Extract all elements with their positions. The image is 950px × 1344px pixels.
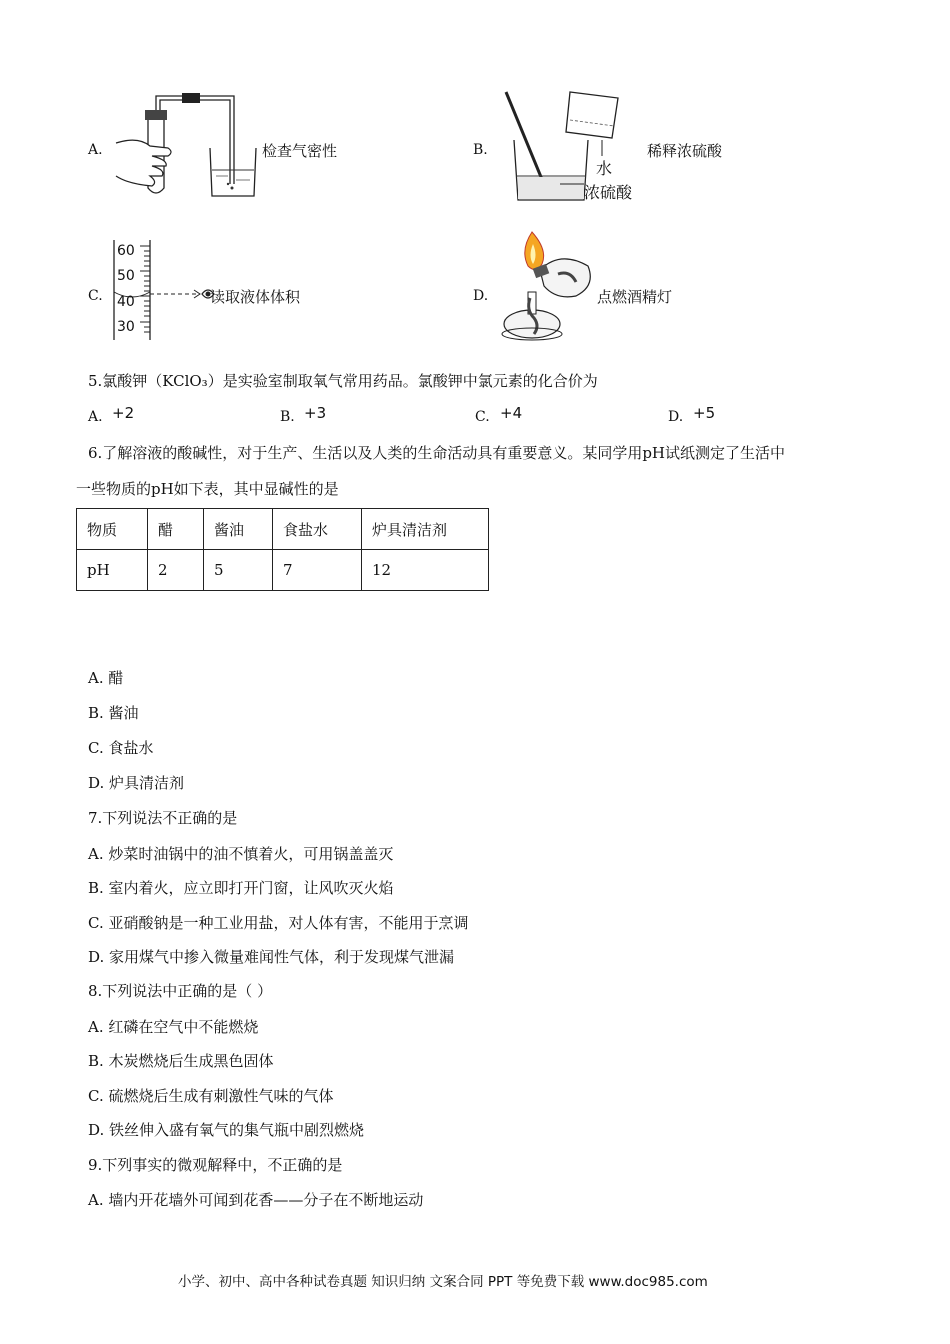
ph-table-cell: pH: [77, 550, 148, 591]
figure-a-letter: A.: [88, 142, 103, 158]
water-label: 水: [596, 159, 613, 178]
q5-option-d-letter: D.: [668, 409, 684, 425]
q5-option-d: +5: [693, 404, 716, 422]
q7-option-d: D. 家用煤气中掺入微量难闻性气体，利于发现煤气泄漏: [88, 948, 455, 966]
ph-table-cell: 2: [148, 550, 204, 591]
ph-table-cell: 7: [273, 550, 362, 591]
conc-acid-label: 浓硫酸: [584, 183, 633, 202]
q8-option-d: D. 铁丝伸入盛有氧气的集气瓶中剧烈燃烧: [88, 1121, 365, 1139]
q9-stem: 9.下列事实的微观解释中，不正确的是: [88, 1156, 343, 1174]
scale-30: 30: [117, 319, 135, 335]
q6-option-d: D. 炉具清洁剂: [88, 774, 185, 792]
q5-option-a: +2: [112, 404, 135, 422]
figure-b-letter: B.: [473, 142, 488, 158]
q5-option-c-letter: C.: [475, 409, 490, 425]
figure-d-letter: D.: [473, 288, 489, 304]
q6-stem-line2: 一些物质的pH如下表，其中显碱性的是: [76, 480, 339, 498]
page-footer: 小学、初中、高中各种试卷真题 知识归纳 文案合同 PPT 等免费下载 www.doc985.com: [178, 1274, 708, 1290]
ph-table-cell: 醋: [148, 509, 204, 550]
q5-option-a-letter: A.: [88, 409, 103, 425]
ph-table-cell: 酱油: [204, 509, 273, 550]
q5-stem: 5.氯酸钾（KClO₃）是实验室制取氧气常用药品。氯酸钾中氯元素的化合价为: [88, 372, 598, 390]
q8-option-b: B. 木炭燃烧后生成黑色固体: [88, 1052, 274, 1070]
q7-option-c: C. 亚硝酸钠是一种工业用盐，对人体有害，不能用于烹调: [88, 914, 469, 932]
alcohol-lamp-lighting-figure: [500, 230, 600, 342]
ph-table: [76, 508, 489, 591]
q7-stem: 7.下列说法不正确的是: [88, 809, 238, 827]
q7-option-b: B. 室内着火，应立即打开门窗，让风吹灭火焰: [88, 879, 394, 897]
q6-option-a: A. 醋: [88, 669, 124, 687]
figure-d-caption: 点燃酒精灯: [597, 288, 673, 306]
q8-option-a: A. 红磷在空气中不能燃烧: [88, 1018, 259, 1036]
q8-stem: 8.下列说法中正确的是（ ）: [88, 982, 273, 1000]
q8-option-c: C. 硫燃烧后生成有刺激性气味的气体: [88, 1087, 334, 1105]
ph-table-cell: 炉具清洁剂: [362, 509, 489, 550]
ph-table-cell: 物质: [77, 509, 148, 550]
figure-b-caption: 稀释浓硫酸: [647, 142, 723, 160]
q5-option-b-letter: B.: [280, 409, 295, 425]
gas-tightness-apparatus-figure: [108, 88, 268, 203]
figure-c-letter: C.: [88, 288, 103, 304]
q6-option-c: C. 食盐水: [88, 739, 154, 757]
figure-a-caption: 检查气密性: [262, 142, 338, 160]
ph-table-cell: 12: [362, 550, 489, 591]
scale-50: 50: [117, 268, 135, 284]
scale-40: 40: [117, 294, 135, 310]
ph-table-value-row: [77, 550, 489, 591]
q6-stem-line1: 6.了解溶液的酸碱性，对于生产、生活以及人类的生命活动具有重要意义。某同学用pH试纸测定了生活中: [88, 444, 785, 462]
q9-option-a: A. 墙内开花墙外可闻到花香——分子在不断地运动: [88, 1191, 424, 1209]
scale-60: 60: [117, 243, 135, 259]
ph-table-cell: 5: [204, 550, 273, 591]
figure-c-caption: 读取液体体积: [210, 288, 301, 306]
q6-option-b: B. 酱油: [88, 704, 139, 722]
ph-table-header-row: [77, 509, 489, 550]
ph-table-cell: 食盐水: [273, 509, 362, 550]
q5-option-b: +3: [304, 404, 327, 422]
q7-option-a: A. 炒菜时油锅中的油不慎着火，可用锅盖盖灭: [88, 845, 394, 863]
q5-option-c: +4: [500, 404, 523, 422]
